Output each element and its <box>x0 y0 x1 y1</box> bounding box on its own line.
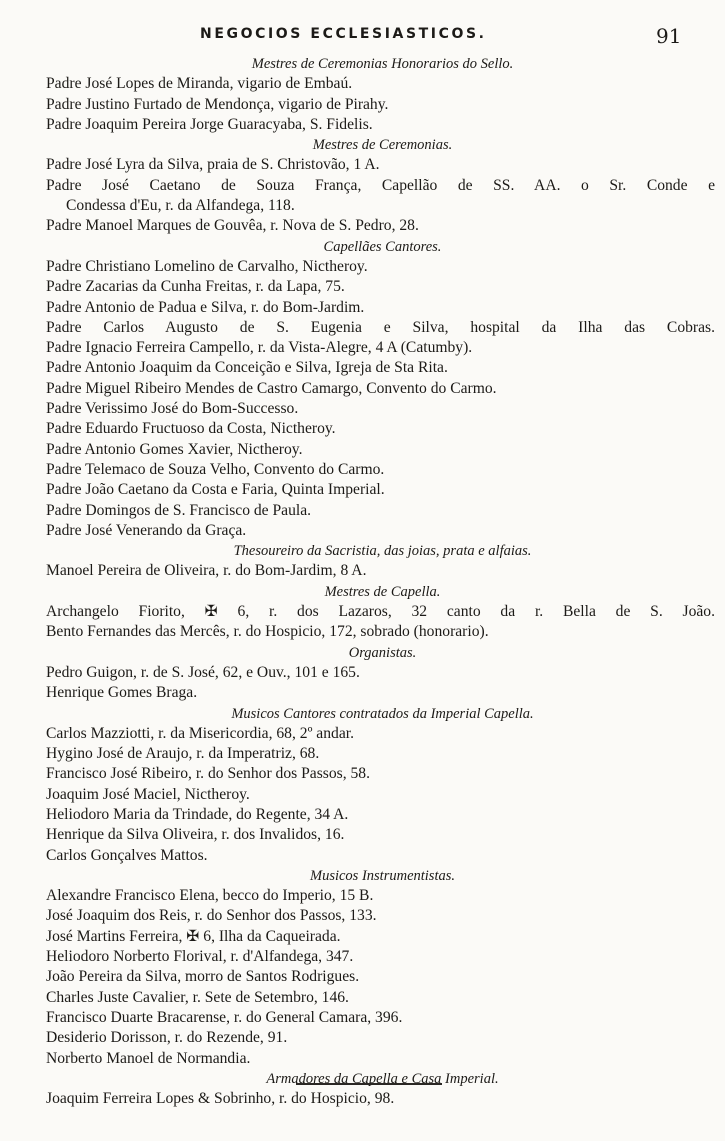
directory-entry: Bento Fernandes das Mercês, r. do Hospicio, 172, sobrado (honorario). <box>46 623 489 641</box>
directory-entry: Padre José Lyra da Silva, praia de S. Christovão, 1 A. <box>46 156 380 174</box>
directory-entry: Padre Antonio de Padua e Silva, r. do Bom-Jardim. <box>46 298 365 316</box>
directory-entry: Padre Antonio Gomes Xavier, Nictheroy. <box>46 440 303 458</box>
directory-entry: Padre José Venerando da Graça. <box>46 521 247 539</box>
directory-entry: Padre Domingos de S. Francisco de Paula. <box>46 501 312 519</box>
section-heading: Musicos Instrumentistas. <box>310 867 455 884</box>
directory-entry: Padre Eduardo Fructuoso da Costa, Nictheroy. <box>46 420 336 438</box>
section-heading: Musicos Cantores contratados da Imperial Capella. <box>231 705 534 722</box>
section-heading: Mestres de Capella. <box>324 583 441 600</box>
directory-entry: José Martins Ferreira, ✠ 6, Ilha da Caqueirada. <box>46 927 341 945</box>
directory-entry: Joaquim Ferreira Lopes & Sobrinho, r. do Hospicio, 98. <box>46 1090 395 1108</box>
section-heading: Mestres de Ceremonias Honorarios do Sello. <box>251 56 514 72</box>
section-heading: Thesoureiro da Sacristia, das joias, prata e alfaias. <box>233 543 532 560</box>
directory-entry: Padre Justino Furtado de Mendonça, vigario de Pirahy. <box>46 95 389 113</box>
page-header <box>0 22 725 52</box>
directory-entry: Padre Antonio Joaquim da Conceição e Silva, Igreja de Sta Rita. <box>46 359 448 377</box>
directory-entry: Francisco Duarte Bracarense, r. do General Camara, 396. <box>46 1008 403 1026</box>
directory-entry: Heliodoro Maria da Trindade, do Regente, 34 A. <box>46 805 349 823</box>
entry-continuation: Condessa d'Eu, r. da Alfandega, 118. <box>66 197 295 215</box>
directory-listing <box>0 54 725 1109</box>
directory-entry: Padre José Lopes de Miranda, vigario de Embaú. <box>46 75 353 93</box>
directory-entry: Padre Miguel Ribeiro Mendes de Castro Camargo, Convento do Carmo. <box>46 379 497 397</box>
directory-entry: Padre Telemaco de Souza Velho, Convento do Carmo. <box>46 460 385 478</box>
directory-entry: Francisco José Ribeiro, r. do Senhor dos Passos, 58. <box>46 765 370 783</box>
section-heading: Organistas. <box>348 644 417 661</box>
directory-entry: Padre Christiano Lomelino de Carvalho, Nictheroy. <box>46 257 368 275</box>
directory-entry: João Pereira da Silva, morro de Santos Rodrigues. <box>46 968 360 986</box>
section-heading: Armadores da Capella e Casa Imperial. <box>266 1070 499 1087</box>
section-heading: Mestres de Ceremonias. <box>312 137 453 154</box>
directory-entry: Henrique Gomes Braga. <box>46 684 198 702</box>
directory-entry: Padre José Caetano de Souza França, Capellão de SS. AA. o Sr. Conde e <box>46 176 715 194</box>
directory-entry: José Joaquim dos Reis, r. do Senhor dos Passos, 133. <box>46 907 377 925</box>
directory-entry: Padre Joaquim Pereira Jorge Guaracyaba, S. Fidelis. <box>46 115 373 133</box>
directory-entry: Pedro Guigon, r. de S. José, 62, e Ouv., 101 e 165. <box>46 663 360 681</box>
directory-entry: Carlos Mazziotti, r. da Misericordia, 68, 2º andar. <box>46 724 354 742</box>
directory-entry: Charles Juste Cavalier, r. Sete de Setembro, 146. <box>46 988 349 1006</box>
directory-entry: Carlos Gonçalves Mattos. <box>46 846 208 864</box>
closing-rule <box>296 1083 442 1085</box>
directory-entry: Manoel Pereira de Oliveira, r. do Bom-Jardim, 8 A. <box>46 562 367 580</box>
directory-entry: Heliodoro Norberto Florival, r. d'Alfandega, 347. <box>46 948 354 966</box>
directory-entry: Joaquim José Maciel, Nictheroy. <box>46 785 250 803</box>
directory-entry: Hygino José de Araujo, r. da Imperatriz, 68. <box>46 745 320 763</box>
directory-entry: Henrique da Silva Oliveira, r. dos Invalidos, 16. <box>46 826 345 844</box>
section-heading: Capellães Cantores. <box>323 238 442 255</box>
directory-entry: Desiderio Dorisson, r. do Rezende, 91. <box>46 1029 288 1047</box>
directory-entry: Alexandre Francisco Elena, becco do Imperio, 15 B. <box>46 887 374 905</box>
page-number: 91 <box>656 24 682 48</box>
directory-entry: Padre Zacarias da Cunha Freitas, r. da Lapa, 75. <box>46 278 345 296</box>
directory-entry: Padre Manoel Marques de Gouvêa, r. Nova de S. Pedro, 28. <box>46 217 419 235</box>
directory-entry: Norberto Manoel de Normandia. <box>46 1049 251 1067</box>
directory-entry: Padre João Caetano da Costa e Faria, Quinta Imperial. <box>46 481 385 499</box>
directory-entry: Archangelo Fiorito, ✠ 6, r. dos Lazaros, 32 canto da r. Bella de S. João. <box>46 603 715 621</box>
directory-entry: Padre Carlos Augusto de S. Eugenia e Silva, hospital da Ilha das Cobras. <box>46 318 715 336</box>
running-head: NEGOCIOS ECCLESIASTICOS. <box>200 26 487 42</box>
directory-entry: Padre Ignacio Ferreira Campello, r. da Vista-Alegre, 4 A (Catumby). <box>46 339 473 357</box>
directory-entry: Padre Verissimo José do Bom-Successo. <box>46 400 299 418</box>
